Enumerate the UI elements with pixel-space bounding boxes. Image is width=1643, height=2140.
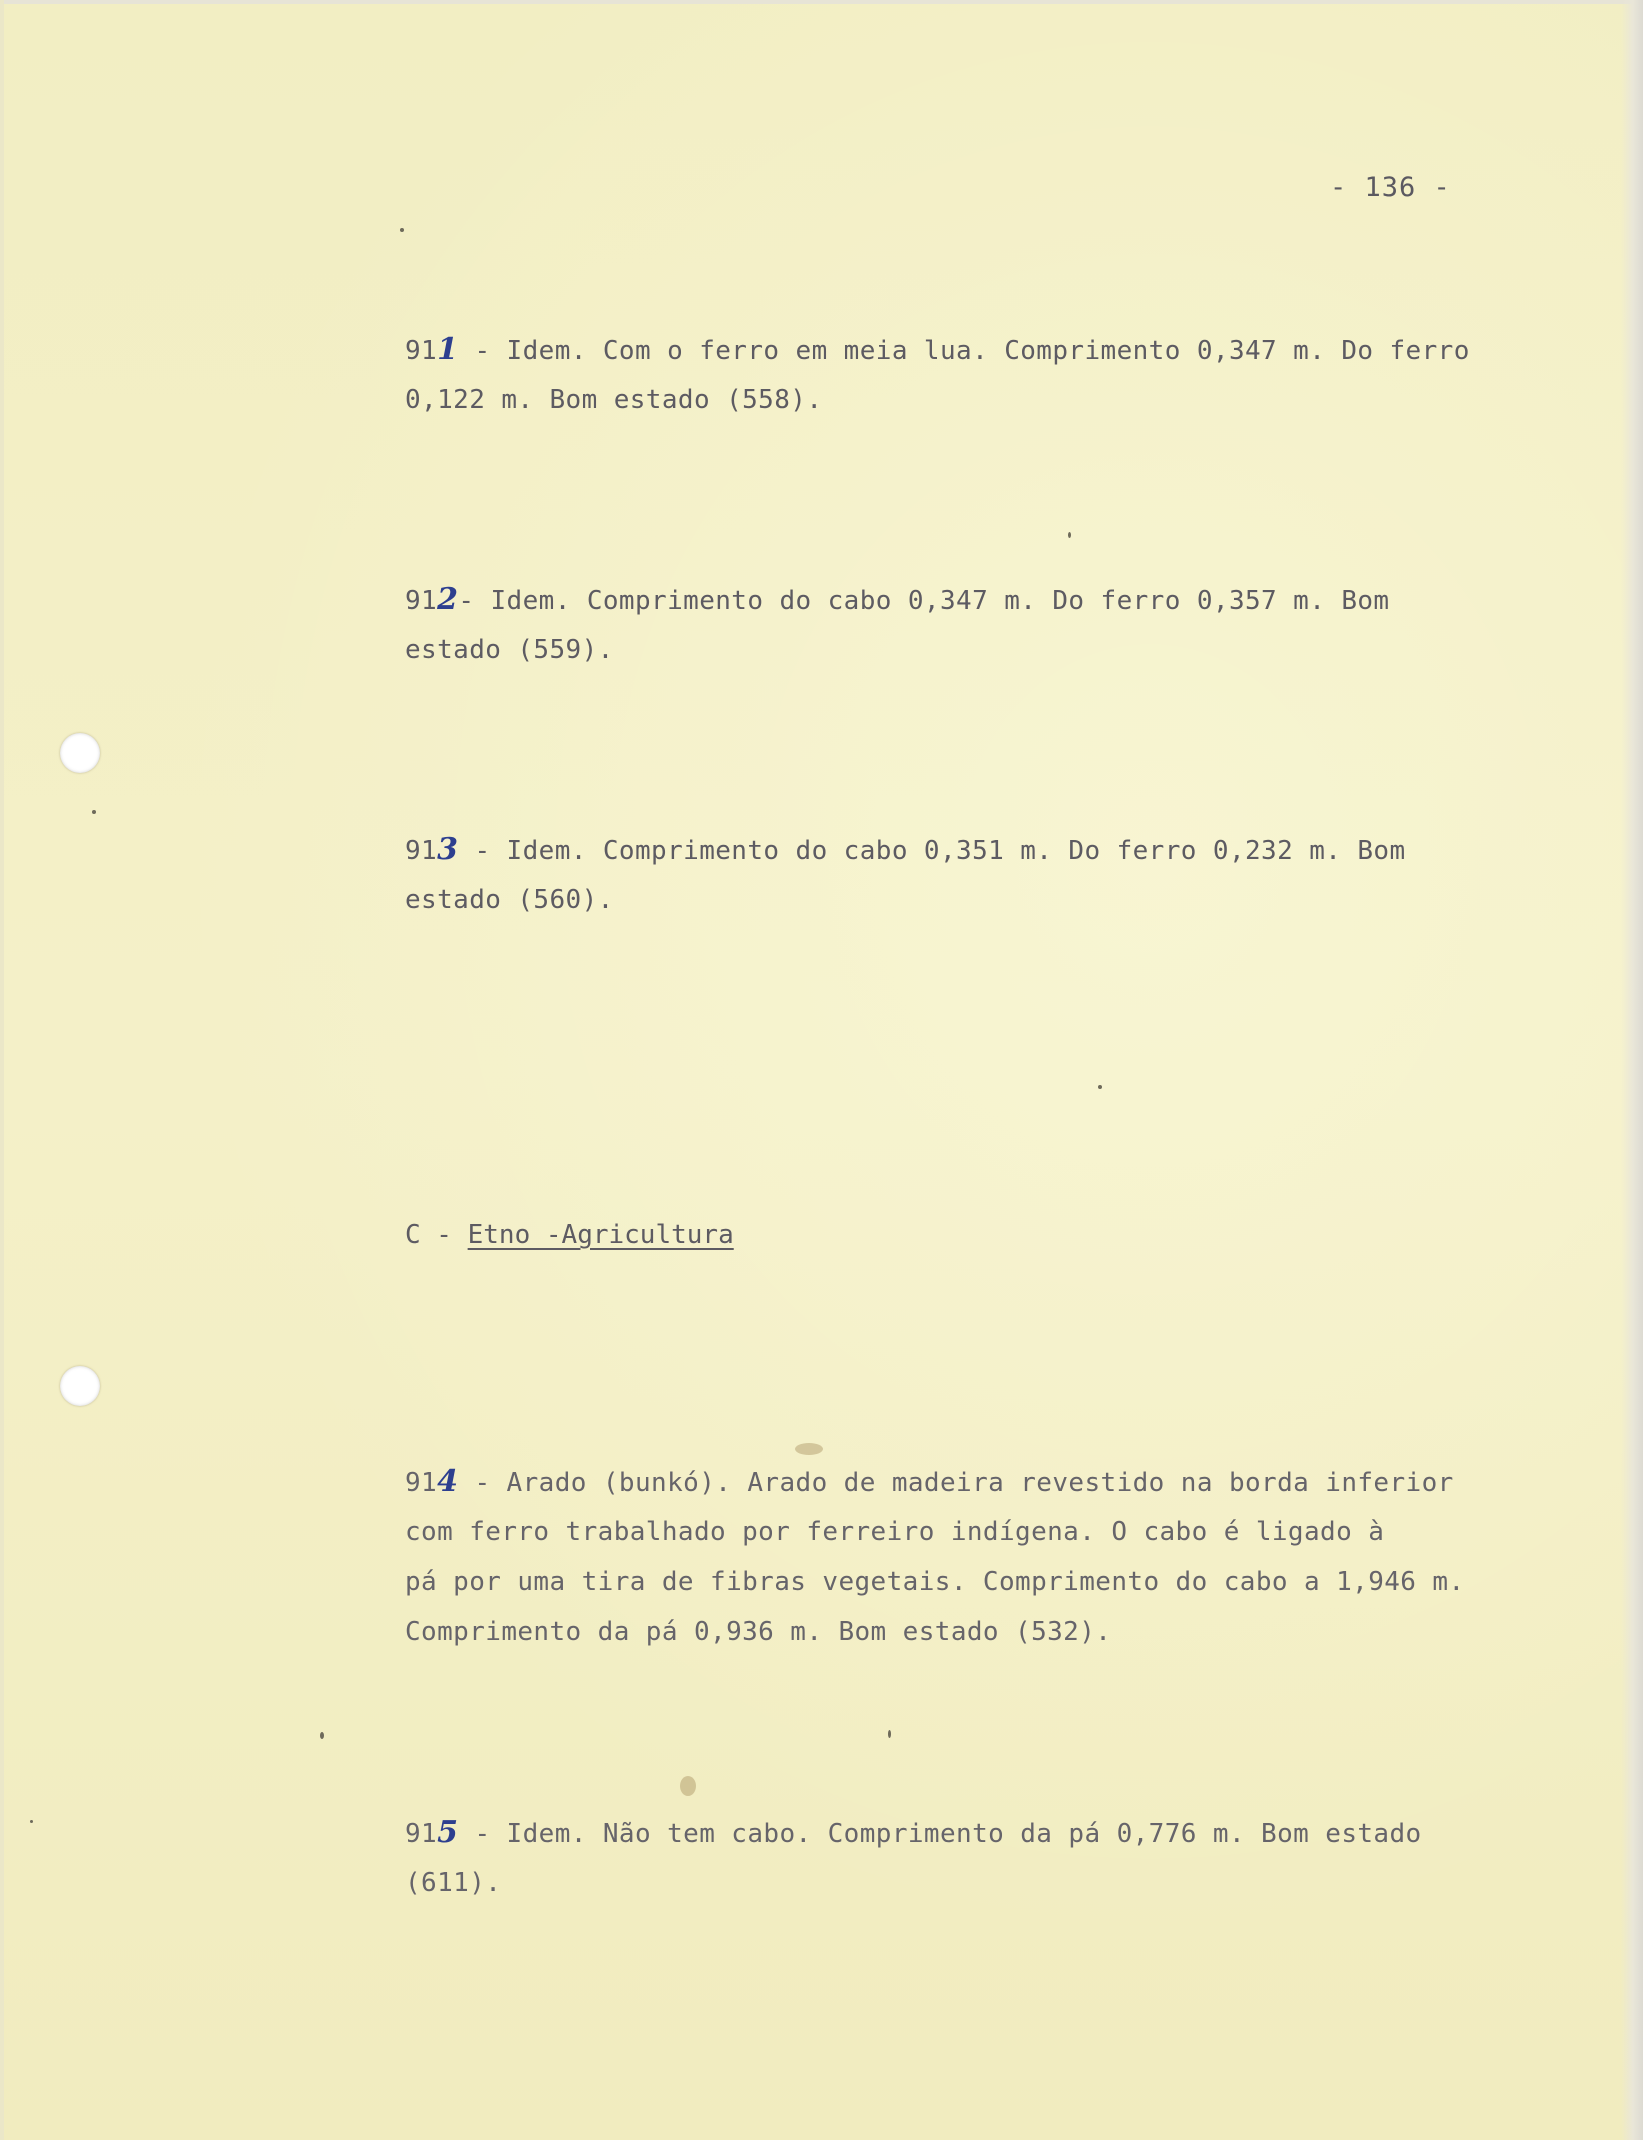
handwritten-digit: 5 xyxy=(437,1815,459,1850)
entry-line xyxy=(405,1457,1605,1507)
page-edge-top xyxy=(0,0,1643,4)
paper-speck xyxy=(888,1730,891,1738)
entry-number: 91 xyxy=(405,1468,438,1498)
paper-stain xyxy=(795,1443,823,1455)
entry-number: 91 xyxy=(405,836,438,866)
entry-text: - Idem. Comprimento do cabo 0,351 m. Do ferro 0,232 m. Bom xyxy=(458,836,1406,866)
entry-text: - Idem. Com o ferro em meia lua. Comprimento 0,347 m. Do ferro xyxy=(458,336,1470,366)
paper-speck xyxy=(320,1732,324,1739)
paper-speck xyxy=(400,228,404,232)
entry-number: 91 xyxy=(405,336,438,366)
section-title: Etno -Agricultura xyxy=(467,1220,734,1250)
handwritten-digit: 1 xyxy=(437,332,459,367)
catalog-entry-914 xyxy=(405,1457,1605,1657)
entry-line: Comprimento da pá 0,936 m. Bom estado (532). xyxy=(405,1617,1112,1647)
paper-speck xyxy=(1098,1085,1102,1089)
catalog-entry-915 xyxy=(405,1808,1605,1908)
handwritten-digit: 4 xyxy=(437,1464,459,1499)
catalog-entry-913 xyxy=(405,825,1605,925)
paper-speck xyxy=(92,810,96,814)
page-number: - 136 - xyxy=(1330,172,1451,203)
entry-line: estado (559). xyxy=(405,635,614,665)
page-edge-left xyxy=(0,0,4,2140)
entry-line: com ferro trabalhado por ferreiro indígena. O cabo é ligado à xyxy=(405,1517,1385,1547)
entry-number: 91 xyxy=(405,1819,438,1849)
section-prefix: C - xyxy=(405,1220,468,1250)
entry-number: 91 xyxy=(405,586,438,616)
entry-line xyxy=(405,325,1605,375)
handwritten-digit: 2 xyxy=(437,582,459,617)
catalog-entry-912 xyxy=(405,575,1605,675)
paper-speck xyxy=(1068,532,1071,538)
entry-line xyxy=(405,825,1605,875)
punch-hole xyxy=(60,1366,100,1406)
punch-hole xyxy=(60,733,100,773)
entry-line xyxy=(405,575,1605,625)
paper-speck xyxy=(30,1820,33,1823)
entry-line: estado (560). xyxy=(405,885,614,915)
entry-line: 0,122 m. Bom estado (558). xyxy=(405,385,823,415)
entry-line xyxy=(405,1808,1605,1858)
handwritten-digit: 3 xyxy=(437,832,459,867)
entry-text: - Arado (bunkó). Arado de madeira revestido na borda inferior xyxy=(458,1468,1454,1498)
section-heading xyxy=(405,1210,734,1260)
entry-line: (611). xyxy=(405,1868,502,1898)
page-edge-right xyxy=(1621,0,1643,2140)
catalog-entry-911 xyxy=(405,325,1605,425)
entry-text: - Idem. Comprimento do cabo 0,347 m. Do ferro 0,357 m. Bom xyxy=(458,586,1390,616)
entry-line: pá por uma tira de fibras vegetais. Comprimento do cabo a 1,946 m. xyxy=(405,1567,1465,1597)
paper-stain xyxy=(680,1776,696,1796)
entry-text: - Idem. Não tem cabo. Comprimento da pá 0,776 m. Bom estado xyxy=(458,1819,1422,1849)
